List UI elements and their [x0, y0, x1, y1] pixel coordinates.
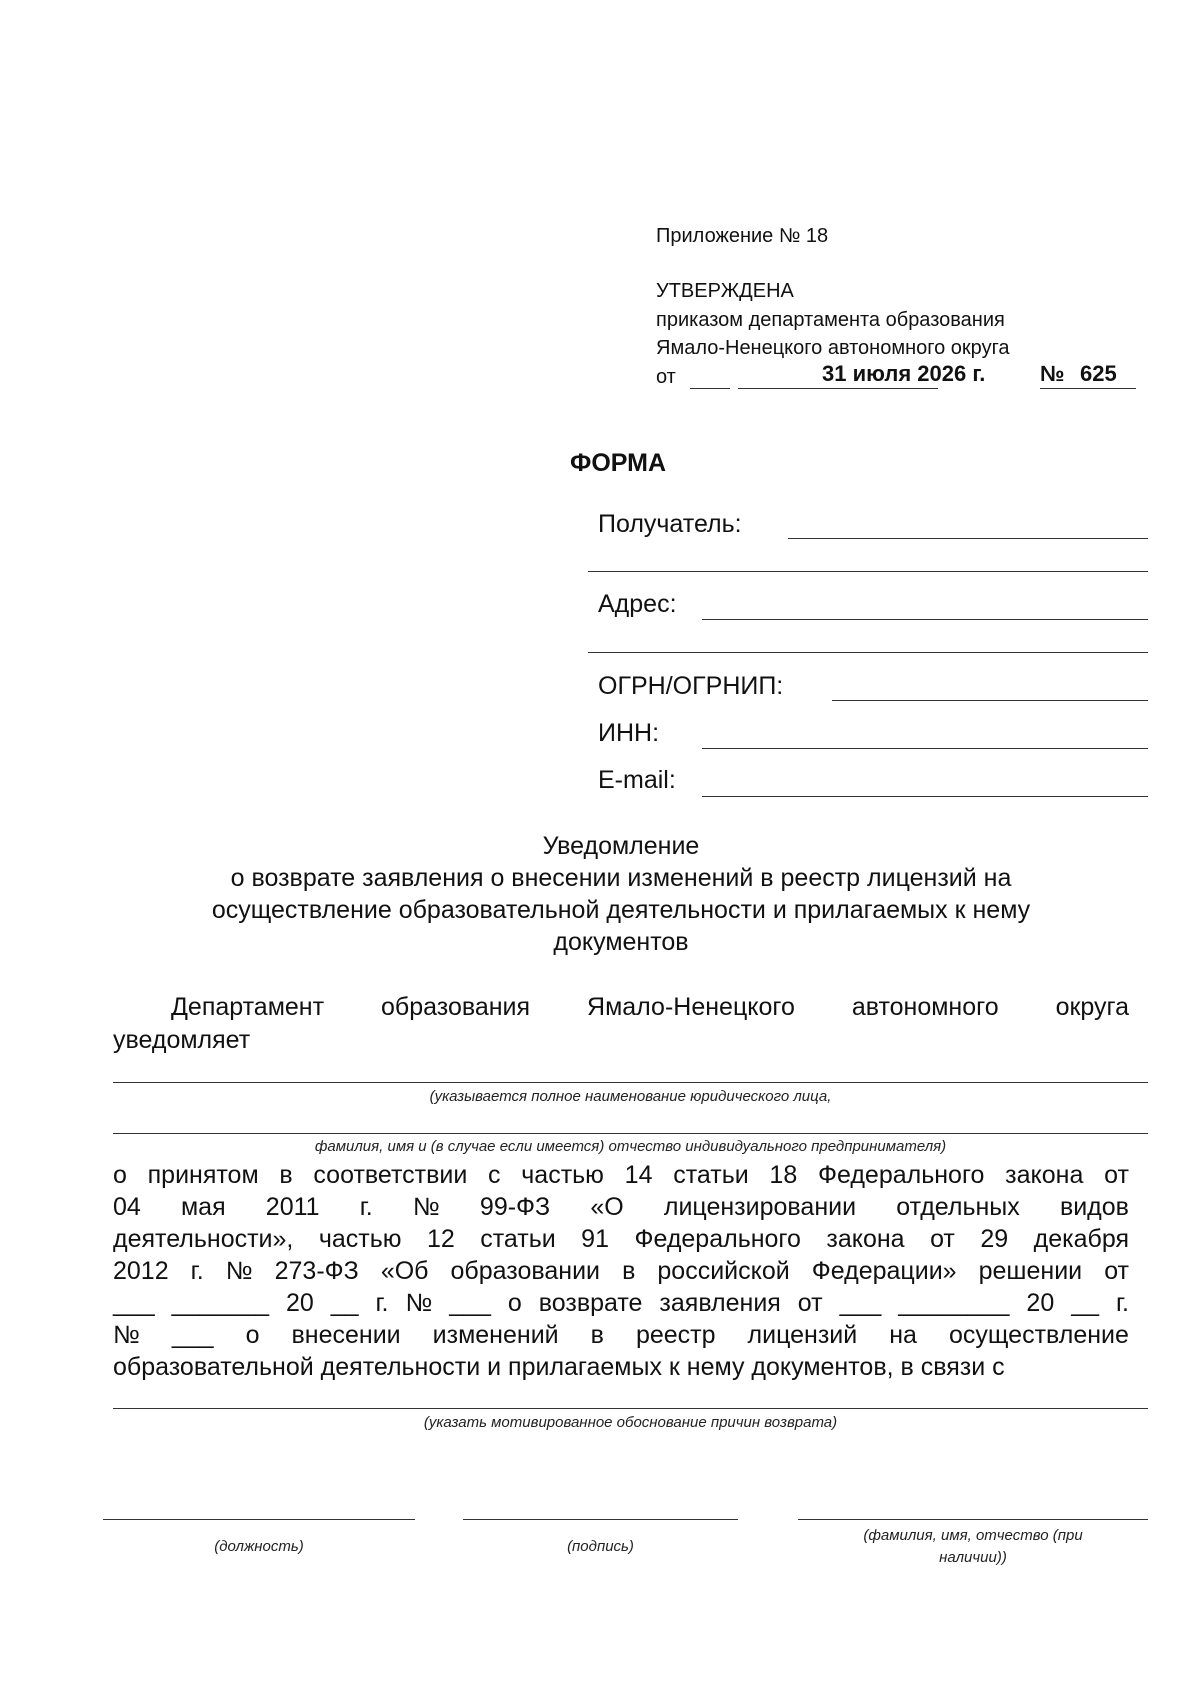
- hint-reason: (указать мотивированное обоснование причин возврата): [423, 1414, 838, 1431]
- word: «О: [590, 1193, 624, 1221]
- word: ___: [449, 1289, 491, 1317]
- word: 14: [624, 1161, 653, 1189]
- paragraph-1-line-1: [113, 991, 1129, 1023]
- word: Департамент: [171, 993, 325, 1021]
- word: мая: [180, 1193, 226, 1221]
- recipient-label: Получатель:: [598, 510, 742, 538]
- word: «Об: [380, 1257, 429, 1285]
- word: 2011: [265, 1193, 320, 1221]
- word: образования: [381, 993, 531, 1021]
- position-field[interactable]: [103, 1519, 415, 1520]
- word: от: [1104, 1161, 1129, 1189]
- legal-entity-name-field[interactable]: [113, 1082, 1148, 1083]
- word: Ямало-Ненецкого: [587, 993, 795, 1021]
- word: 273-ФЗ: [274, 1257, 359, 1285]
- address-field-line-2[interactable]: [588, 652, 1148, 653]
- inn-label: ИНН:: [598, 719, 660, 747]
- word: г.: [359, 1193, 373, 1221]
- word: г.: [375, 1289, 389, 1317]
- word: от: [1104, 1257, 1129, 1285]
- paragraph-2-line-4: [113, 1255, 1129, 1287]
- word: 99-ФЗ: [479, 1193, 551, 1221]
- word: реестр: [635, 1321, 716, 1349]
- word: 29: [980, 1225, 1009, 1253]
- word: 91: [581, 1225, 609, 1253]
- ogrn-field[interactable]: [832, 700, 1148, 701]
- order-line-2: Ямало-Ненецкого автономного округа: [656, 337, 1010, 359]
- individual-name-field[interactable]: [113, 1133, 1148, 1134]
- paragraph-2-line-7: образовательной деятельности и прилагаемых к нему документов, в связи с: [113, 1353, 1005, 1381]
- paragraph-2-line-5: [113, 1287, 1129, 1319]
- word: от: [797, 1289, 823, 1317]
- recipient-field[interactable]: [788, 538, 1148, 539]
- order-number: 625: [1080, 361, 1117, 386]
- order-from-prefix: от: [656, 366, 676, 388]
- word: декабря: [1033, 1225, 1129, 1253]
- paragraph-2-line-6: [113, 1319, 1129, 1351]
- word: №: [113, 1321, 140, 1349]
- order-number-underline: [1040, 388, 1136, 389]
- word: Федерации»: [811, 1257, 957, 1285]
- word: возврате: [538, 1289, 643, 1317]
- address-field[interactable]: [702, 619, 1148, 620]
- word: №: [412, 1193, 440, 1221]
- word: образовании: [450, 1257, 601, 1285]
- word: закона: [826, 1225, 905, 1253]
- word: статьи: [480, 1225, 556, 1253]
- word: ___: [113, 1289, 155, 1317]
- word: 20: [285, 1289, 314, 1317]
- email-field[interactable]: [702, 796, 1148, 797]
- word: решении: [978, 1257, 1083, 1285]
- word: №: [225, 1257, 253, 1285]
- word: 04: [113, 1193, 141, 1221]
- word: автономного: [851, 993, 999, 1021]
- full-name-label-line-2: наличии)): [939, 1549, 1007, 1566]
- ogrn-label: ОГРН/ОГРНИП:: [598, 672, 784, 700]
- word: о: [507, 1289, 522, 1317]
- word: 12: [426, 1225, 455, 1253]
- address-label: Адрес:: [598, 590, 677, 618]
- appendix-number: Приложение № 18: [656, 225, 829, 247]
- recipient-field-line-2[interactable]: [588, 571, 1148, 572]
- order-blank-1: [690, 388, 730, 389]
- word: о: [245, 1321, 260, 1349]
- order-number-sign: №: [1040, 361, 1065, 386]
- notice-title: Уведомление: [542, 832, 700, 860]
- paragraph-2-line-2: [113, 1191, 1129, 1223]
- word: с: [488, 1161, 501, 1189]
- word: российской: [657, 1257, 790, 1285]
- word: в: [622, 1257, 636, 1285]
- notice-subtitle-line-3: документов: [553, 928, 689, 956]
- word: №: [405, 1289, 433, 1317]
- word: внесении: [291, 1321, 401, 1349]
- word: на: [889, 1321, 917, 1349]
- order-date-underline: [738, 388, 938, 389]
- paragraph-2-line-1: [113, 1159, 1129, 1191]
- position-label: (должность): [214, 1538, 304, 1555]
- word: 18: [769, 1161, 798, 1189]
- word: г.: [190, 1257, 204, 1285]
- order-line-1: приказом департамента образования: [656, 309, 1005, 331]
- email-label: E-mail:: [598, 766, 676, 794]
- word: частью: [318, 1225, 402, 1253]
- word: 2012: [113, 1257, 169, 1285]
- word: статьи: [673, 1161, 749, 1189]
- word: осуществление: [948, 1321, 1129, 1349]
- word: в: [590, 1321, 604, 1349]
- word: видов: [1059, 1193, 1129, 1221]
- word: ___: [171, 1321, 214, 1349]
- word: лицензий: [747, 1321, 858, 1349]
- hint-individual: фамилия, имя и (в случае если имеется) отчество индивидуального предпринимателя): [314, 1138, 947, 1155]
- word: деятельности»,: [113, 1225, 294, 1253]
- reason-field[interactable]: [113, 1408, 1148, 1409]
- word: г.: [1115, 1289, 1129, 1317]
- word: ___: [839, 1289, 882, 1317]
- word: Федерального: [634, 1225, 801, 1253]
- approved-label: УТВЕРЖДЕНА: [656, 280, 794, 302]
- word: отдельных: [896, 1193, 1020, 1221]
- word: изменений: [432, 1321, 559, 1349]
- word: соответствии: [313, 1161, 468, 1189]
- word: __: [1071, 1289, 1099, 1317]
- word: __: [330, 1289, 359, 1317]
- notice-subtitle-line-1: о возврате заявления о внесении изменений в реестр лицензий на: [230, 864, 1012, 892]
- inn-field[interactable]: [702, 748, 1148, 749]
- word: ________: [898, 1289, 1010, 1317]
- word: принятом: [147, 1161, 259, 1189]
- word: заявления: [659, 1289, 781, 1317]
- paragraph-1-line-2: уведомляет: [113, 1026, 251, 1054]
- hint-legal-entity: (указывается полное наименование юридического лица,: [429, 1088, 832, 1105]
- word: от: [930, 1225, 955, 1253]
- signature-field[interactable]: [463, 1519, 738, 1520]
- full-name-field[interactable]: [798, 1519, 1148, 1520]
- word: в: [279, 1161, 293, 1189]
- word: _______: [171, 1289, 269, 1317]
- word: округа: [1055, 993, 1129, 1021]
- word: частью: [521, 1161, 604, 1189]
- full-name-label-line-1: (фамилия, имя, отчество (при: [863, 1527, 1083, 1544]
- paragraph-2-line-3: [113, 1223, 1129, 1255]
- notice-subtitle-line-2: осуществление образовательной деятельности и прилагаемых к нему: [211, 896, 1031, 924]
- word: Федерального: [817, 1161, 985, 1189]
- word: о: [113, 1161, 127, 1189]
- word: закона: [1005, 1161, 1084, 1189]
- word: лицензировании: [663, 1193, 857, 1221]
- form-title: ФОРМА: [570, 449, 667, 477]
- signature-label: (подпись): [567, 1538, 634, 1555]
- word: 20: [1026, 1289, 1055, 1317]
- order-date: 31 июля 2026 г.: [822, 361, 986, 386]
